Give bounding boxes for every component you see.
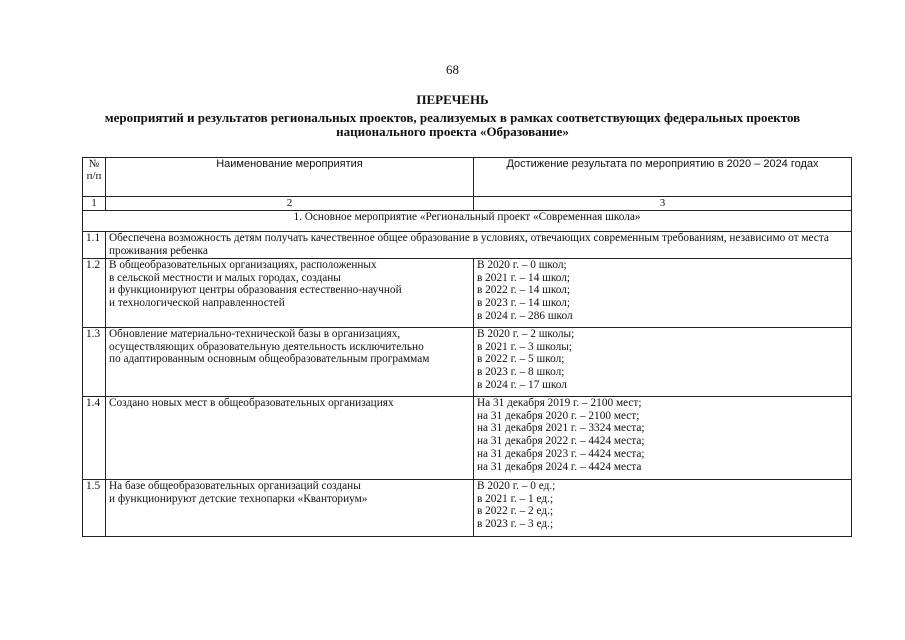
measure-name-line: в сельской местности и малых городах, созданы xyxy=(109,271,341,284)
measure-name-cell xyxy=(106,327,474,396)
row-number: 1.4 xyxy=(83,396,106,479)
header-result: Достижение результата по мероприятию в 2020 – 2024 годах xyxy=(474,158,852,197)
section-title: 1. Основное мероприятие «Региональный проект «Современная школа» xyxy=(83,210,852,231)
table-row xyxy=(83,327,852,396)
table-header-row xyxy=(83,158,852,197)
page-number: 68 xyxy=(446,62,459,77)
measure-name-line: Создано новых мест в общеобразовательных организациях xyxy=(109,396,394,409)
result-line: в 2021 г. – 3 школы; xyxy=(477,340,573,353)
result-line: в 2023 г. – 8 школ; xyxy=(477,366,565,379)
column-number: 1 xyxy=(83,197,106,211)
measure-name-cell xyxy=(106,479,474,536)
row-number: 1.3 xyxy=(83,327,106,396)
result-line: на 31 декабря 2023 г. – 4424 места; xyxy=(477,447,645,460)
measures-table xyxy=(82,157,852,537)
result-line: в 2021 г. – 14 школ; xyxy=(477,271,571,284)
result-line: в 2023 г. – 14 школ; xyxy=(477,297,571,310)
result-line: на 31 декабря 2022 г. – 4424 места; xyxy=(477,435,645,448)
result-cell xyxy=(474,258,852,327)
header-measure-name: Наименование мероприятия xyxy=(106,158,474,197)
row-number: 1.5 xyxy=(83,479,106,536)
measure-name-line: и технологической направленностей xyxy=(109,297,285,310)
row-text: Обеспечена возможность детям получать качественное общее образование в условиях, отвечающих современным требованиям, независимо от места проживания ребенка xyxy=(106,231,852,258)
document-title: ПЕРЕЧЕНЬ xyxy=(416,92,489,107)
table-row xyxy=(83,231,852,258)
measure-name-cell xyxy=(106,396,474,479)
result-cell xyxy=(474,396,852,479)
measure-name-line: и функционируют центры образования естественно-научной xyxy=(109,284,402,297)
measure-name-line: осуществляющих образовательную деятельность исключительно xyxy=(109,340,424,353)
result-line: на 31 декабря 2024 г. – 4424 места xyxy=(477,460,642,473)
header-number: № п/п xyxy=(83,158,106,197)
result-line: В 2020 г. – 0 ед.; xyxy=(477,479,556,492)
result-line: На 31 декабря 2019 г. – 2100 мест; xyxy=(477,396,642,409)
result-line: на 31 декабря 2021 г. – 3324 места; xyxy=(477,422,645,435)
result-line: в 2022 г. – 5 школ; xyxy=(477,353,565,366)
column-number: 3 xyxy=(474,197,852,211)
row-number: 1.2 xyxy=(83,258,106,327)
result-line: в 2024 г. – 17 школ xyxy=(477,378,567,391)
measure-name-line: На базе общеобразовательных организаций созданы xyxy=(109,479,361,492)
row-number: 1.1 xyxy=(83,231,106,258)
result-cell xyxy=(474,479,852,536)
measure-name-line: Обновление материально-технической базы в организациях, xyxy=(109,327,401,340)
column-number-row xyxy=(83,197,852,211)
result-line: на 31 декабря 2020 г. – 2100 мест; xyxy=(477,409,640,422)
result-line: В 2020 г. – 2 школы; xyxy=(477,327,575,340)
table-row xyxy=(83,258,852,327)
column-number: 2 xyxy=(106,197,474,211)
result-line: в 2023 г. – 3 ед.; xyxy=(477,518,554,531)
table-row xyxy=(83,479,852,536)
result-line: в 2022 г. – 2 ед.; xyxy=(477,505,554,518)
result-line: В 2020 г. – 0 школ; xyxy=(477,258,567,271)
result-cell xyxy=(474,327,852,396)
result-line: в 2024 г. – 286 школ xyxy=(477,309,573,322)
table-row xyxy=(83,396,852,479)
measure-name-line: по адаптированным основным общеобразовательным программам xyxy=(109,353,430,366)
result-line: в 2022 г. – 14 школ; xyxy=(477,284,571,297)
document-subtitle: мероприятий и результатов региональных проектов, реализуемых в рамках соответствующих федеральных проектов национального проекта «Образование» xyxy=(104,110,801,139)
measure-name-cell xyxy=(106,258,474,327)
measure-name-line: и функционируют детские технопарки «Кванториум» xyxy=(109,492,368,505)
section-row xyxy=(83,210,852,231)
measure-name-line: В общеобразовательных организациях, расположенных xyxy=(109,258,377,271)
result-line: в 2021 г. – 1 ед.; xyxy=(477,492,554,505)
